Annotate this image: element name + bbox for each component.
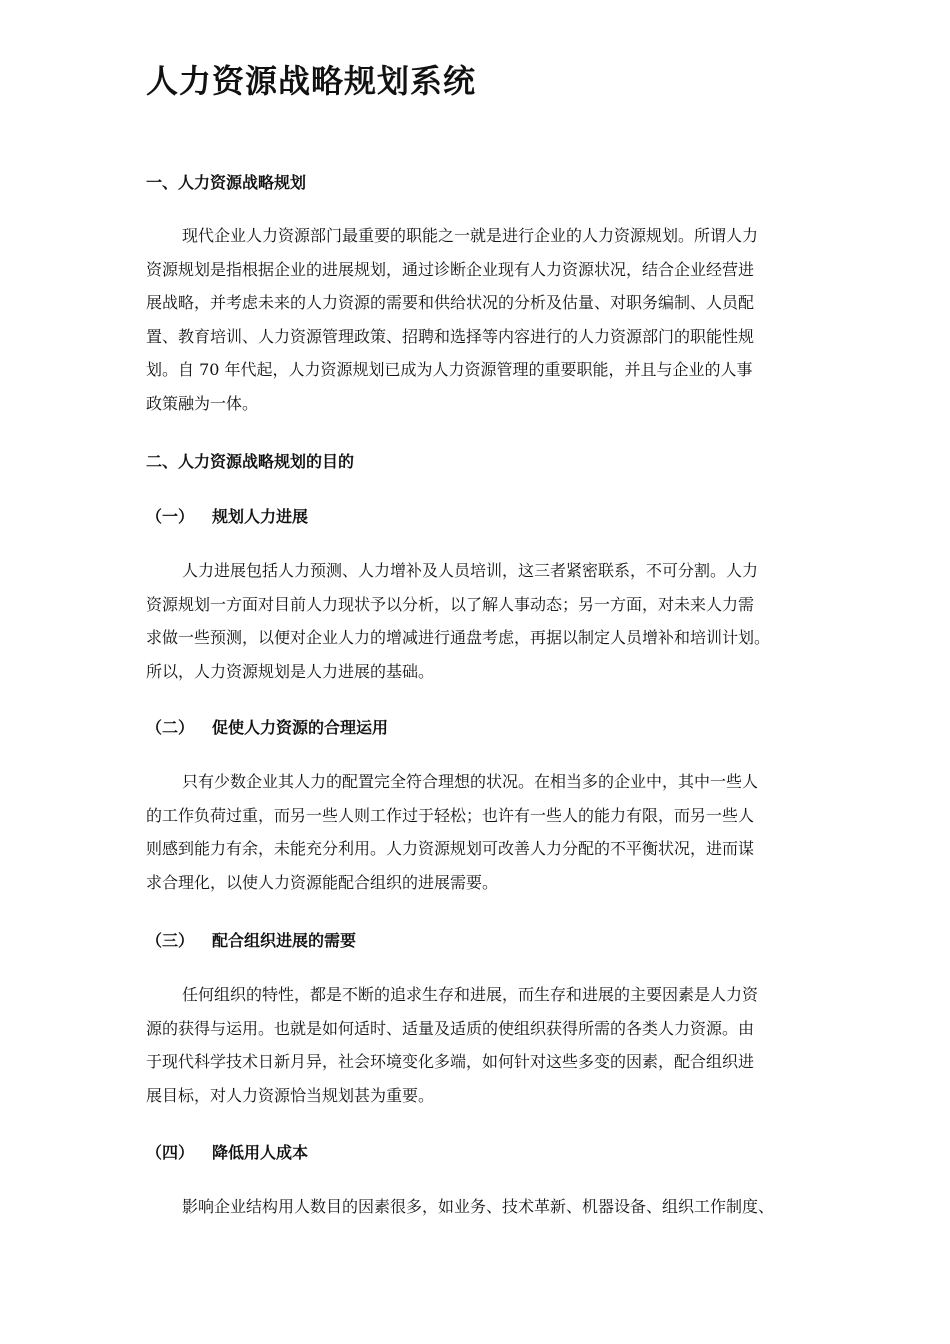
- subsection-number: （四）: [146, 1143, 195, 1162]
- paragraph-line: 资源规划是指根据企业的进展规划，通过诊断企业现有人力资源状况，结合企业经营进: [146, 259, 755, 279]
- paragraph-line: 政策融为一体。: [146, 393, 259, 413]
- paragraph-line: 现代企业人力资源部门最重要的职能之一就是进行企业的人力资源规划。所谓人力: [182, 226, 759, 245]
- paragraph-line: 展战略，并考虑未来的人力资源的需要和供给状况的分析及估量、对职务编制、人员配: [146, 293, 755, 313]
- paragraph-line: 任何组织的特性，都是不断的追求生存和进展，而生存和进展的主要因素是人力资: [182, 985, 759, 1004]
- subsection-heading-3: [146, 928, 356, 951]
- subsection-title: 降低用人成本: [212, 1143, 309, 1162]
- paragraph-line: 的工作负荷过重，而另一些人则工作过于轻松；也许有一些人的能力有限，而另一些人: [146, 805, 755, 825]
- subsection-4-paragraph: [146, 1190, 886, 1224]
- paragraph-line: 影响企业结构用人数目的因素很多，如业务、技术革新、机器设备、组织工作制度、: [182, 1197, 775, 1216]
- section-1-paragraph: [146, 219, 886, 421]
- paragraph-line: 展目标，对人力资源恰当规划甚为重要。: [146, 1085, 435, 1105]
- paragraph-line: 求做一些预测，以便对企业人力的增减进行通盘考虑，再据以制定人员增补和培训计划。: [146, 628, 771, 648]
- subsection-title: 配合组织进展的需要: [212, 931, 357, 950]
- paragraph-line: 人力进展包括人力预测、人力增补及人员培训，这三者紧密联系，不可分割。人力: [182, 561, 759, 580]
- subsection-1-paragraph: [146, 554, 886, 688]
- subsection-heading-2: [146, 715, 388, 738]
- subsection-number: （二）: [146, 718, 195, 737]
- paragraph-line: 源的获得与运用。也就是如何适时、适量及适质的使组织获得所需的各类人力资源。由: [146, 1018, 755, 1038]
- section-heading-2: 二、人力资源战略规划的目的: [146, 452, 355, 471]
- paragraph-line: 则感到能力有余，未能充分利用。人力资源规划可改善人力分配的不平衡状况，进而谋: [146, 839, 755, 859]
- subsection-number: （一）: [146, 507, 195, 526]
- document-title: 人力资源战略规划系统: [146, 62, 477, 100]
- subsection-title: 规划人力进展: [212, 507, 309, 526]
- subsection-title: 促使人力资源的合理运用: [212, 718, 389, 737]
- paragraph-line: 所以，人力资源规划是人力进展的基础。: [146, 661, 435, 681]
- paragraph-line: 划。自 70 年代起，人力资源规划已成为人力资源管理的重要职能，并且与企业的人事: [146, 360, 753, 380]
- section-heading-1: 一、人力资源战略规划: [146, 173, 307, 192]
- subsection-2-paragraph: [146, 765, 886, 899]
- paragraph-line: 置、教育培训、人力资源管理政策、招聘和选择等内容进行的人力资源部门的职能性规: [146, 326, 755, 346]
- subsection-heading-4: [146, 1140, 308, 1163]
- subsection-3-paragraph: [146, 978, 886, 1112]
- paragraph-line: 资源规划一方面对目前人力现状予以分析，以了解人事动态；另一方面，对未来人力需: [146, 594, 755, 614]
- subsection-number: （三）: [146, 931, 195, 950]
- paragraph-line: 求合理化，以使人力资源能配合组织的进展需要。: [146, 872, 499, 892]
- paragraph-line: 只有少数企业其人力的配置完全符合理想的状况。在相当多的企业中，其中一些人: [182, 772, 759, 791]
- subsection-heading-1: [146, 504, 308, 527]
- paragraph-line: 于现代科学技术日新月异，社会环境变化多端，如何针对这些多变的因素，配合组织进: [146, 1052, 755, 1072]
